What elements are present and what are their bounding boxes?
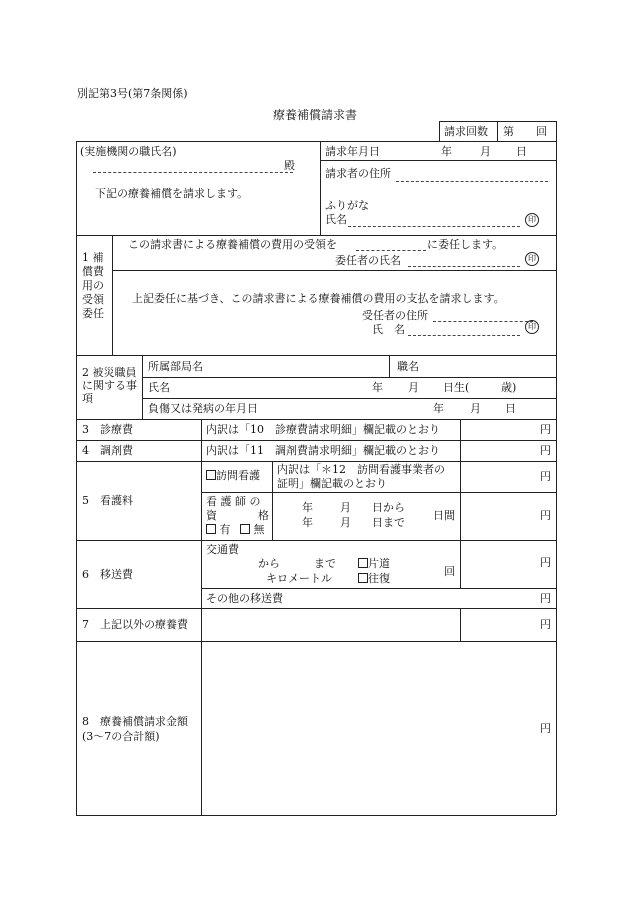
distance-unit-label: キロメートル <box>266 572 332 585</box>
delegation-text-end: に委任します。 <box>427 238 504 251</box>
birth-year: 年 <box>372 381 383 394</box>
checkbox[interactable] <box>206 470 216 480</box>
department-label: 所属部局名 <box>148 360 203 373</box>
injury-date-label: 負傷又は発病の年月日 <box>148 402 258 415</box>
round-trip-option[interactable] <box>358 573 390 584</box>
seal-mark: 印 <box>525 252 539 266</box>
injury-day: 日 <box>505 402 516 415</box>
request-count-prefix: 第 <box>503 125 514 138</box>
period-to-month: 月 <box>340 516 351 529</box>
one-way-option[interactable] <box>358 558 390 569</box>
birth-month: 月 <box>408 381 419 394</box>
qualification-no-label: 無 <box>253 523 265 536</box>
checkbox[interactable] <box>206 524 216 534</box>
request-count-suffix: 回 <box>536 125 547 138</box>
yen-unit: 円 <box>540 423 551 436</box>
qualification-char-2: 格 <box>258 509 269 522</box>
yen-unit: 円 <box>540 618 551 631</box>
qualification-no-option[interactable] <box>240 524 265 535</box>
delegation-section-label: 1 補償費用の受領委任 <box>82 251 104 320</box>
round-trip-label: 往復 <box>368 572 390 585</box>
post-label: 職名 <box>397 360 419 373</box>
yen-unit: 円 <box>540 444 551 457</box>
transport-to-label: まで <box>314 557 336 570</box>
checkbox[interactable] <box>358 558 368 568</box>
injured-section-label: 2 被災職員に関する事項 <box>82 366 137 405</box>
delegatee-address-label: 受任者の住所 <box>362 309 428 322</box>
delegatee-name-label: 氏 名 <box>372 323 405 336</box>
pharmacy-fee-detail: 内訳は「11 調剤費請求明細」欄記載のとおり <box>206 444 440 457</box>
period-to-year: 年 <box>302 516 313 529</box>
form-title: 療養補償請求書 <box>273 108 358 122</box>
yen-unit: 円 <box>540 592 551 605</box>
honorific: 殿 <box>284 159 295 172</box>
birth-day: 日生( <box>443 381 470 394</box>
yen-unit: 円 <box>540 470 551 483</box>
seal-mark: 印 <box>525 320 539 334</box>
furigana-label: ふりがな <box>325 199 369 212</box>
requester-name-label: 氏名 <box>325 213 347 226</box>
yen-unit: 円 <box>540 509 551 522</box>
one-way-label: 片道 <box>368 557 390 570</box>
period-days-label: 日間 <box>433 509 455 522</box>
annex-label: 別記第3号(第7条関係) <box>77 87 188 100</box>
total-amount-sublabel: (3～7の合計額) <box>82 730 160 743</box>
period-to-day: 日まで <box>372 516 405 529</box>
period-from-day: 日から <box>372 501 405 514</box>
checkbox[interactable] <box>358 573 368 583</box>
request-date-year: 年 <box>441 145 452 158</box>
visit-nursing-option[interactable] <box>206 470 260 481</box>
nurse-qualification-label: 看 護 師 の <box>206 495 261 508</box>
yen-unit: 円 <box>540 556 551 569</box>
injury-year: 年 <box>433 402 444 415</box>
yen-unit: 円 <box>540 722 551 735</box>
age-label: 歳) <box>501 381 517 394</box>
delegation-text: この請求書による療養補償の費用の受領を <box>128 238 337 251</box>
request-count-label: 請求回数 <box>444 125 488 138</box>
request-date-month: 月 <box>480 145 491 158</box>
request-date-label: 請求年月日 <box>325 145 380 158</box>
request-statement: 下記の療養補償を請求します。 <box>95 187 249 200</box>
transport-from-label: から <box>258 557 280 570</box>
period-from-year: 年 <box>302 501 313 514</box>
visit-nursing-label: 訪問看護 <box>216 469 260 482</box>
nursing-fee-label: 5 看護料 <box>82 494 133 507</box>
transport-fee-label: 6 移送費 <box>82 568 133 581</box>
addressee-label: (実施機関の職氏名) <box>80 145 177 158</box>
qualification-yes-label: 有 <box>219 523 231 536</box>
total-amount-label: 8 療養補償請求金額 <box>82 715 188 728</box>
transport-fare-label: 交通費 <box>206 543 239 556</box>
request-date-day: 日 <box>516 145 527 158</box>
pharmacy-fee-label: 4 調剤費 <box>82 444 133 457</box>
qualification-char-1: 資 <box>206 509 217 522</box>
visit-nursing-detail-1: 内訳は「＊12 訪問看護事業者の <box>277 463 445 476</box>
checkbox[interactable] <box>240 524 250 534</box>
requester-address-label: 請求者の住所 <box>325 167 391 180</box>
medical-fee-detail: 内訳は「10 診療費請求明細」欄記載のとおり <box>206 423 440 436</box>
injury-month: 月 <box>470 402 481 415</box>
period-from-month: 月 <box>340 501 351 514</box>
employee-name-label: 氏名 <box>148 381 170 394</box>
qualification-yes-option[interactable] <box>206 524 231 535</box>
other-transport-label: その他の移送費 <box>206 592 283 605</box>
seal-mark: 印 <box>525 213 539 227</box>
medical-fee-label: 3 診療費 <box>82 423 133 436</box>
other-medical-fee-label: 7 上記以外の療養費 <box>82 618 188 631</box>
delegator-name-label: 委任者の氏名 <box>335 254 401 267</box>
trip-count-label: 回 <box>444 565 455 578</box>
payment-request-text: 上記委任に基づき、この請求書による療養補償の費用の支払を請求します。 <box>132 292 505 305</box>
visit-nursing-detail-2: 証明」欄記載のとおり <box>277 477 387 490</box>
